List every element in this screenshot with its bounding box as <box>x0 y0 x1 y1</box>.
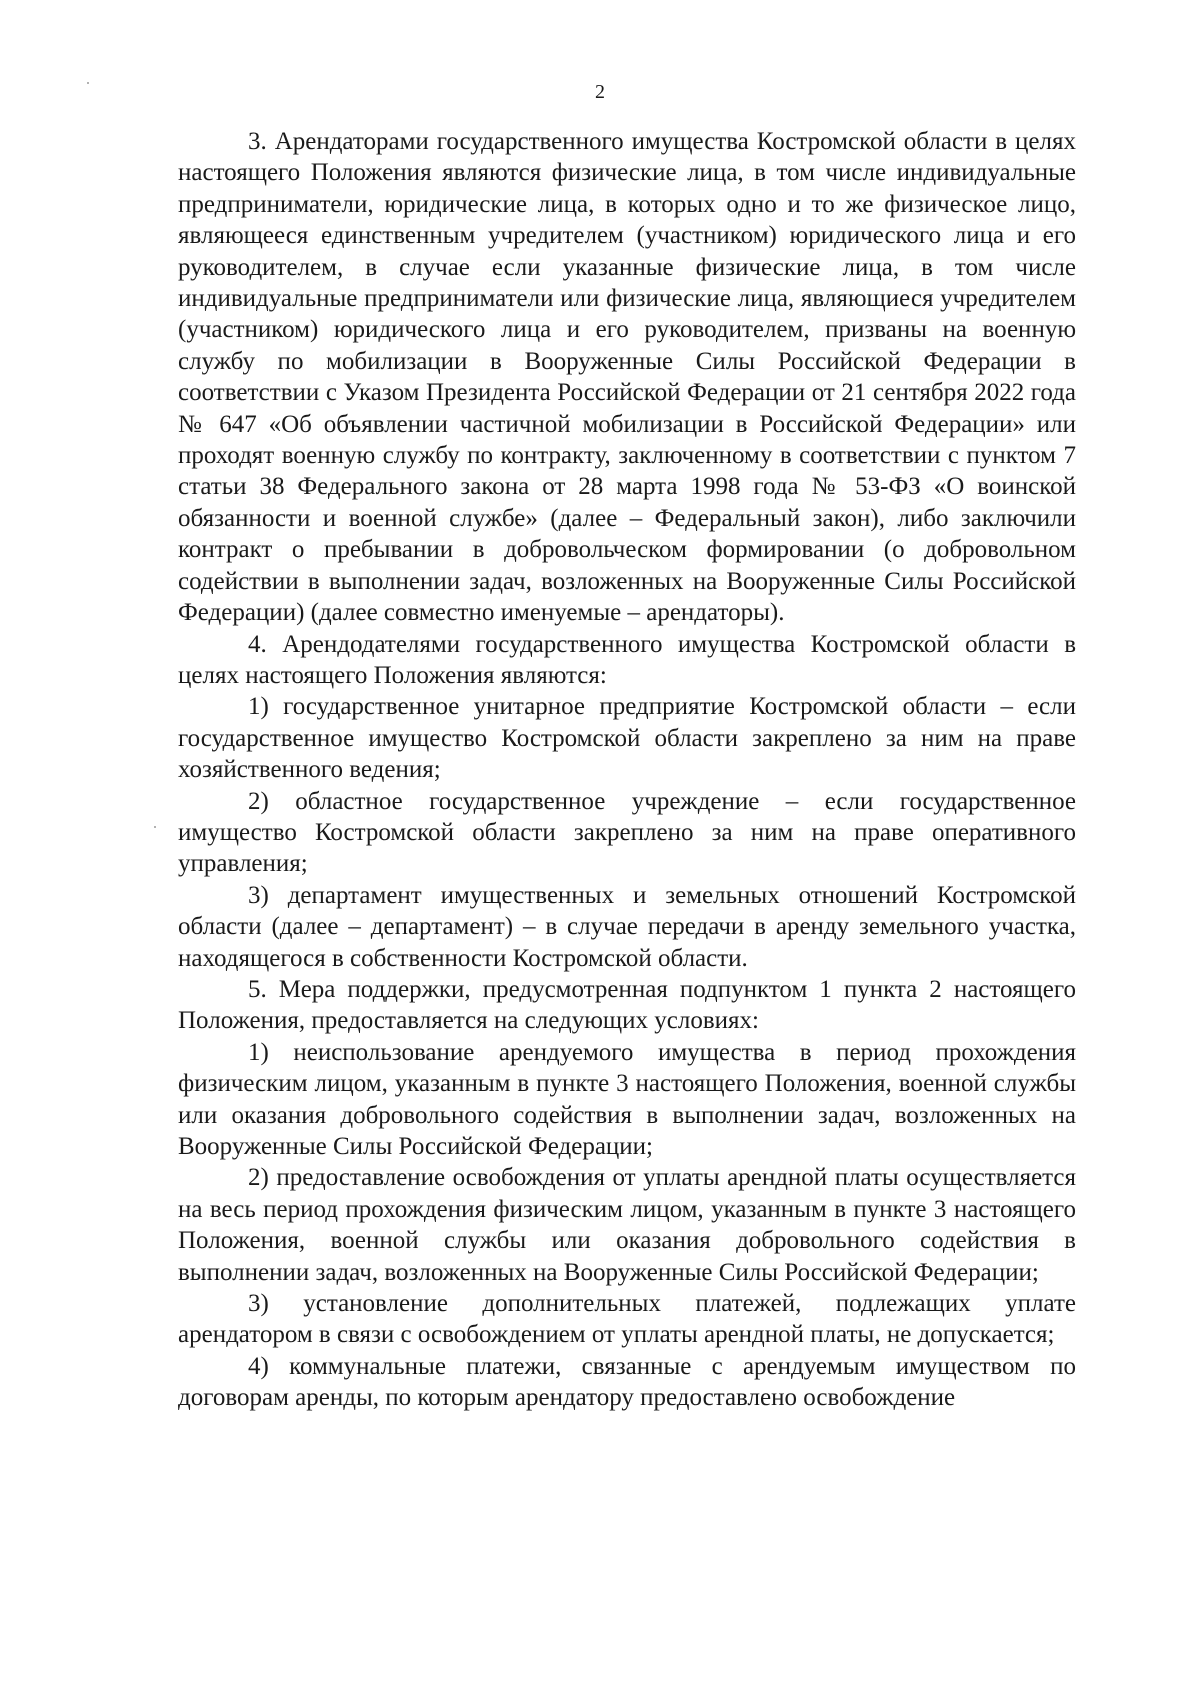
document-body <box>178 126 1076 1414</box>
page-number: 2 <box>595 81 605 103</box>
paragraph-item-4-lessors: 4. Арендодателями государственного имущества Костромской области в целях настоящего Положения являются: <box>178 630 1076 689</box>
paragraph-item-3-lessees: 3. Арендаторами государственного имущества Костромской области в целях настоящего Положения являются физические лица, в том числе индивидуальные предприниматели, юридические лица, в которых одно и то же физическое лицо, являющееся единственным учредителем (участником) юридического лица и его руководителем, в случае если указанные физические лица, в том числе индивидуальные предприниматели или физические лица, являющиеся учредителем (участником) юридического лица и его руководителем, призваны на военную службу по мобилизации в Вооруженные Силы Российской Федерации в соответствии с Указом Президента Российской Федерации от 21 сентября 2022 года № 647 «Об объявлении частичной мобилизации в Российской Федерации» или проходят военную службу по контракту, заключенному в соответствии с пунктом 7 статьи 38 Федерального закона от 28 марта 1998 года № 53-ФЗ «О воинской обязанности и военной службе» (далее – Федеральный закон), либо заключили контракт о пребывании в добровольческом формировании (о добровольном содействии в выполнении задач, возложенных на Вооруженные Силы Российской Федерации) (далее совместно именуемые – арендаторы). <box>178 128 1076 627</box>
scan-artifact-mark <box>154 826 156 828</box>
paragraph-item-5-conditions: 5. Мера поддержки, предусмотренная подпунктом 1 пункта 2 настоящего Положения, предоставляется на следующих условиях: <box>178 975 1076 1035</box>
paragraph-lessor-regional-institution: 2) областное государственное учреждение – если государственное имущество Костромской области закреплено за ним на праве оперативного управления; <box>178 787 1076 878</box>
paragraph-lessor-department: 3) департамент имущественных и земельных отношений Костромской области (далее – департамент) – в случае передачи в аренду земельного участка, находящегося в собственности Костромской области. <box>178 881 1076 972</box>
paragraph-lessor-unitary-enterprise: 1) государственное унитарное предприятие Костромской области – если государственное имущество Костромской области закреплено за ним на праве хозяйственного ведения; <box>178 693 1076 784</box>
paragraph-condition-utility-payments: 4) коммунальные платежи, связанные с арендуемым имуществом по договорам аренды, по которым арендатору предоставлено освобождение <box>178 1352 1076 1412</box>
paragraph-condition-exemption-period: 2) предоставление освобождения от уплаты арендной платы осуществляется на весь период прохождения физическим лицом, указанным в пункте 3 настоящего Положения, военной службы или оказания добровольного содействия в выполнении задач, возложенных на Вооруженные Силы Российской Федерации; <box>178 1164 1076 1286</box>
paragraph-condition-no-extra-payments: 3) установление дополнительных платежей, подлежащих уплате арендатором в связи с освобождением от уплаты арендной платы, не допускается; <box>178 1290 1076 1349</box>
paragraph-condition-non-use: 1) неиспользование арендуемого имущества в период прохождения физическим лицом, указанным в пункте 3 настоящего Положения, военной службы или оказания добровольного содействия в выполнении задач, возложенных на Вооруженные Силы Российской Федерации; <box>178 1038 1076 1160</box>
